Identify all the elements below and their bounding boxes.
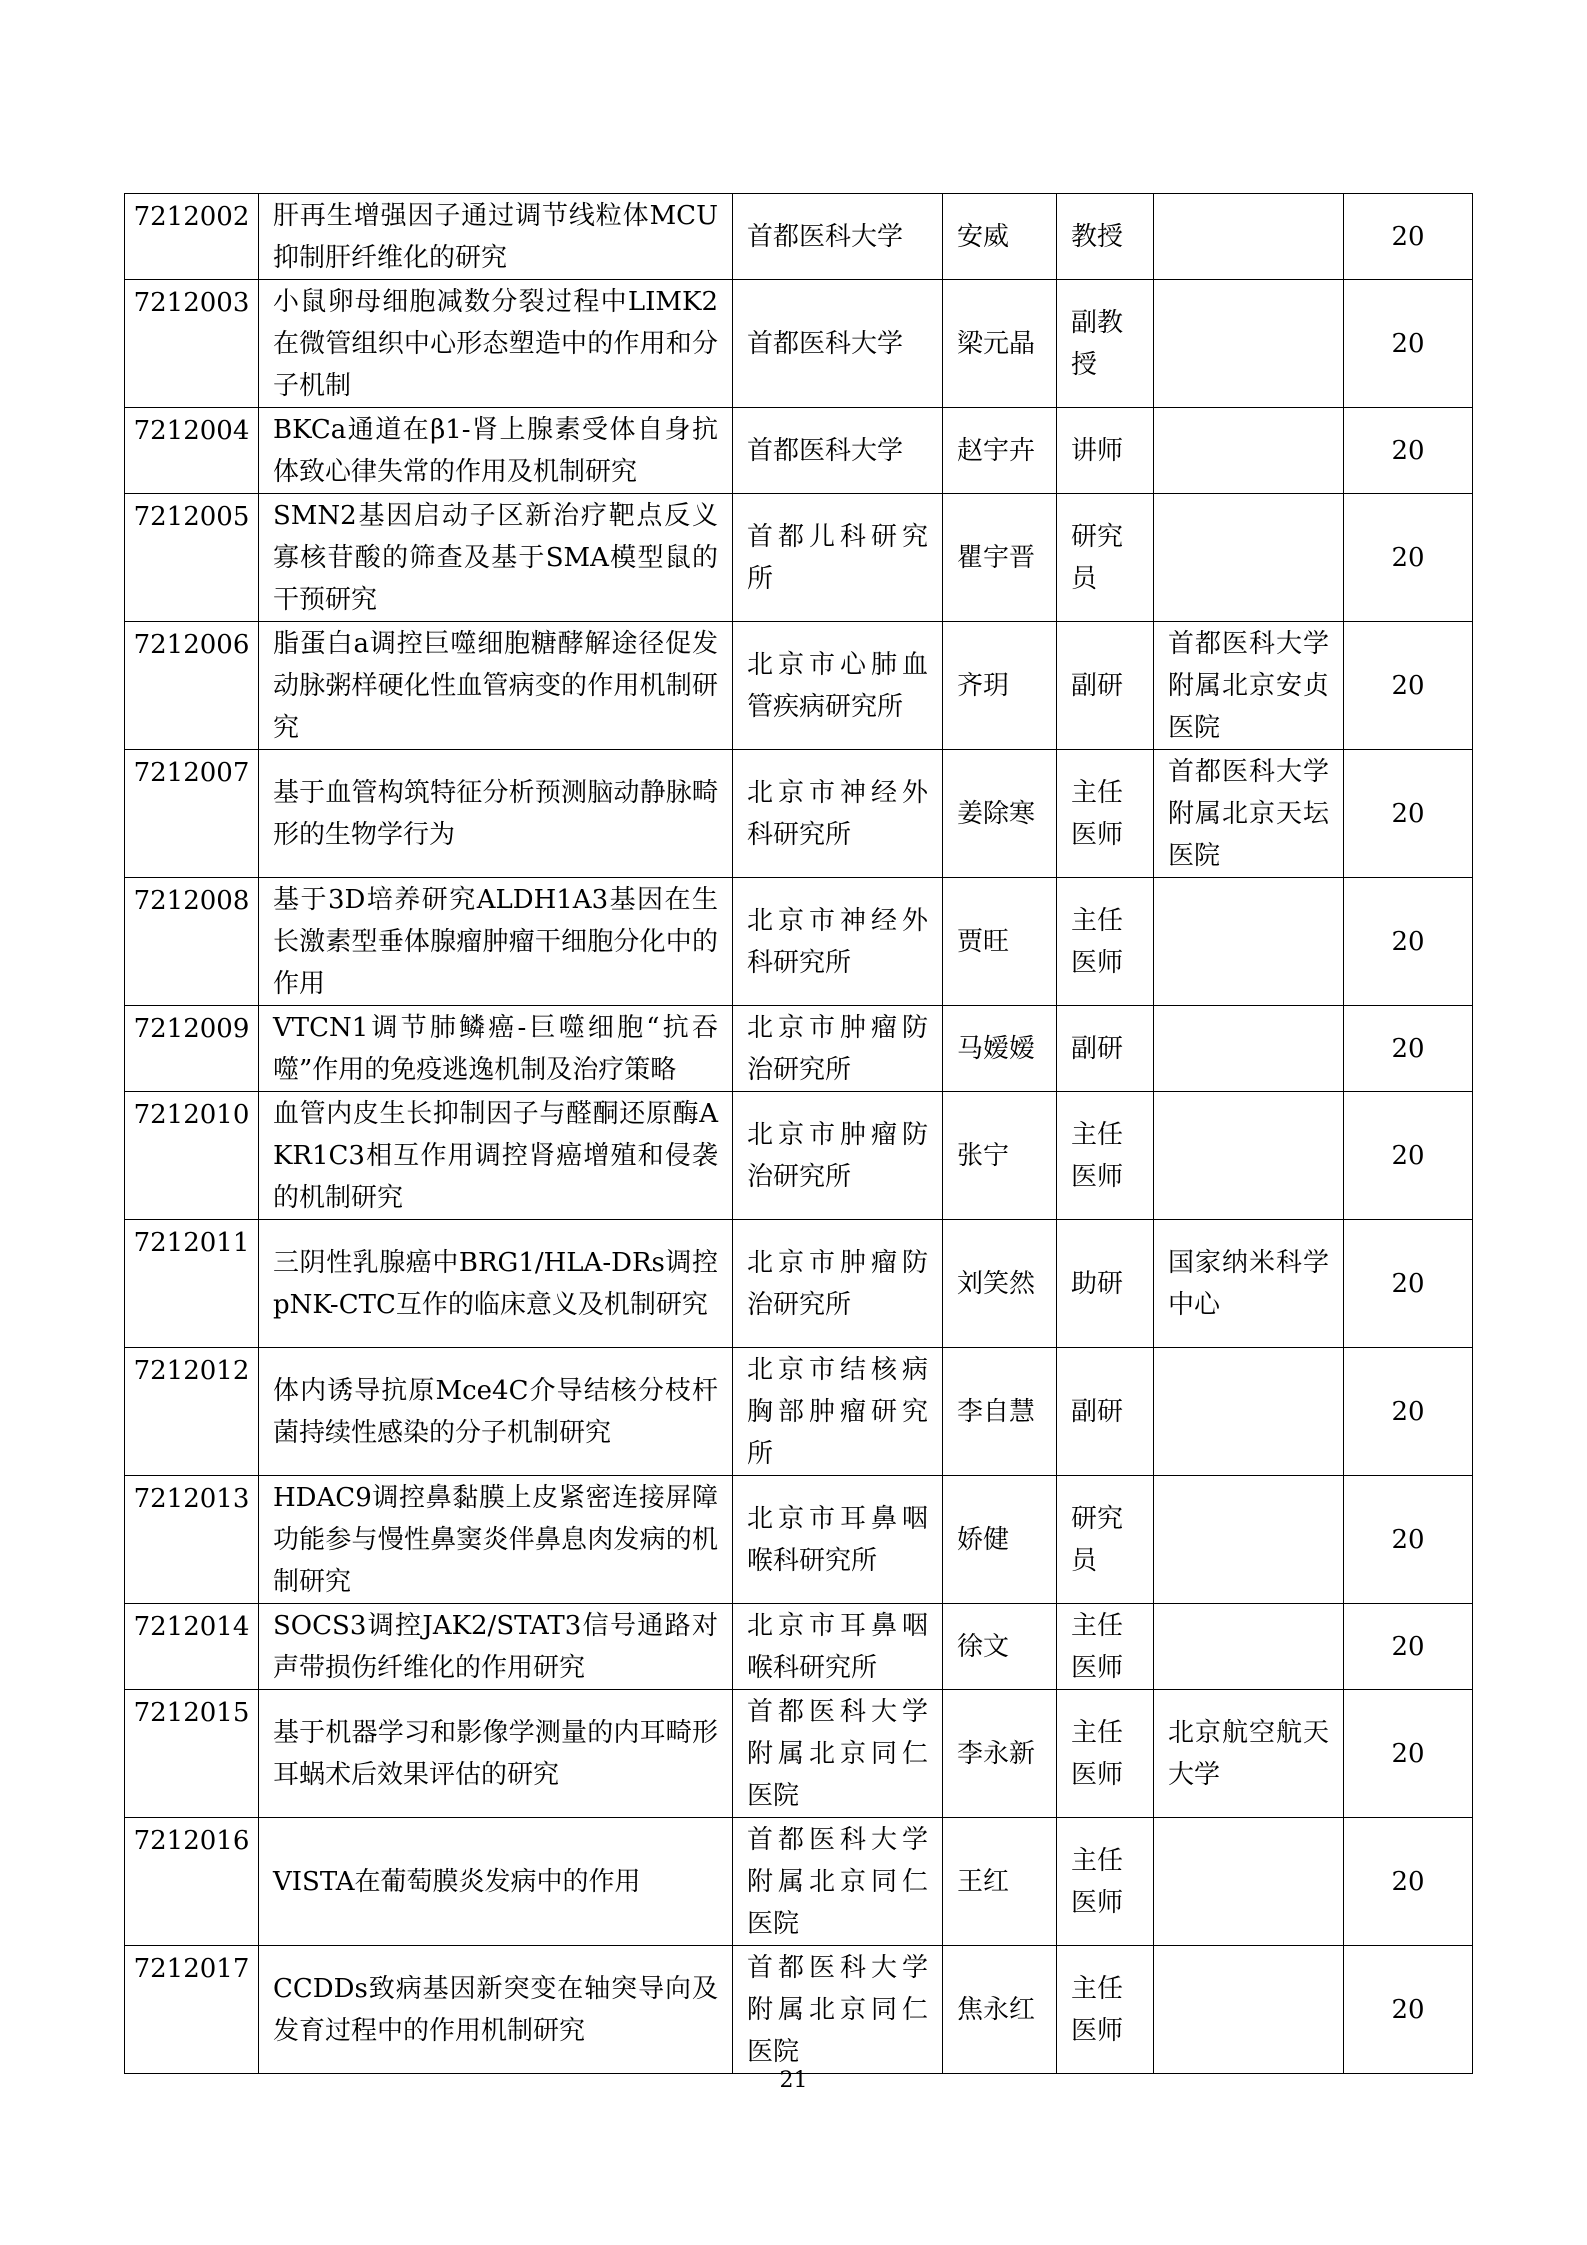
project-title: VISTA在葡萄膜炎发病中的作用: [259, 1818, 733, 1946]
table-row: [125, 194, 1473, 280]
funding-amount: 20: [1344, 494, 1473, 622]
job-title: 主任医师: [1057, 1604, 1154, 1690]
table-row: [125, 1946, 1473, 2074]
funding-amount: 20: [1344, 194, 1473, 280]
project-code: 7212007: [125, 750, 259, 878]
project-code: 7212012: [125, 1348, 259, 1476]
project-title: 三阴性乳腺癌中BRG1/HLA-DRs调控pNK-CTC互作的临床意义及机制研究: [259, 1220, 733, 1348]
job-title: 副教授: [1057, 280, 1154, 408]
project-title: VTCN1调节肺鳞癌-巨噬细胞“抗吞噬”作用的免疫逃逸机制及治疗策略: [259, 1006, 733, 1092]
job-title: 主任医师: [1057, 1092, 1154, 1220]
principal-investigator: 瞿宇晋: [943, 494, 1057, 622]
table-row: [125, 1604, 1473, 1690]
table-row: [125, 280, 1473, 408]
funding-amount: 20: [1344, 280, 1473, 408]
job-title: 讲师: [1057, 408, 1154, 494]
funding-amount: 20: [1344, 1604, 1473, 1690]
principal-investigator: 马嫒嫒: [943, 1006, 1057, 1092]
host-institution: 首都医科大学附属北京同仁医院: [733, 1690, 943, 1818]
page-number: 21: [779, 2068, 808, 2093]
job-title: 教授: [1057, 194, 1154, 280]
partner-institution: [1154, 1818, 1344, 1946]
job-title: 主任医师: [1057, 1946, 1154, 2074]
principal-investigator: 齐玥: [943, 622, 1057, 750]
job-title: 副研: [1057, 1348, 1154, 1476]
funding-amount: 20: [1344, 1348, 1473, 1476]
job-title: 副研: [1057, 622, 1154, 750]
partner-institution: [1154, 1476, 1344, 1604]
project-code: 7212016: [125, 1818, 259, 1946]
partner-institution: 首都医科大学附属北京天坛医院: [1154, 750, 1344, 878]
host-institution: 北京市神经外科研究所: [733, 750, 943, 878]
host-institution: 首都医科大学附属北京同仁医院: [733, 1946, 943, 2074]
partner-institution: [1154, 1348, 1344, 1476]
project-title: SMN2基因启动子区新治疗靶点反义寡核苷酸的筛查及基于SMA模型鼠的干预研究: [259, 494, 733, 622]
project-code: 7212017: [125, 1946, 259, 2074]
host-institution: 首都儿科研究所: [733, 494, 943, 622]
project-code: 7212002: [125, 194, 259, 280]
project-code: 7212004: [125, 408, 259, 494]
project-title: HDAC9调控鼻黏膜上皮紧密连接屏障功能参与慢性鼻窦炎伴鼻息肉发病的机制研究: [259, 1476, 733, 1604]
principal-investigator: 安威: [943, 194, 1057, 280]
table-row: [125, 1818, 1473, 1946]
partner-institution: [1154, 494, 1344, 622]
funding-amount: 20: [1344, 622, 1473, 750]
project-code: 7212008: [125, 878, 259, 1006]
funding-amount: 20: [1344, 1220, 1473, 1348]
host-institution: 北京市肿瘤防治研究所: [733, 1220, 943, 1348]
table-row: [125, 494, 1473, 622]
project-title: BKCa通道在β1-肾上腺素受体自身抗体致心律失常的作用及机制研究: [259, 408, 733, 494]
table-row: [125, 1476, 1473, 1604]
funding-amount: 20: [1344, 408, 1473, 494]
table-row: [125, 878, 1473, 1006]
principal-investigator: 王红: [943, 1818, 1057, 1946]
principal-investigator: 赵宇卉: [943, 408, 1057, 494]
job-title: 主任医师: [1057, 750, 1154, 878]
funding-amount: 20: [1344, 1092, 1473, 1220]
project-title: 血管内皮生长抑制因子与醛酮还原酶AKR1C3相互作用调控肾癌增殖和侵袭的机制研究: [259, 1092, 733, 1220]
project-code: 7212003: [125, 280, 259, 408]
partner-institution: 首都医科大学附属北京安贞医院: [1154, 622, 1344, 750]
partner-institution: [1154, 1006, 1344, 1092]
table-row: [125, 1348, 1473, 1476]
job-title: 主任医师: [1057, 1818, 1154, 1946]
funding-amount: 20: [1344, 1946, 1473, 2074]
host-institution: 北京市肿瘤防治研究所: [733, 1006, 943, 1092]
project-title: SOCS3调控JAK2/STAT3信号通路对声带损伤纤维化的作用研究: [259, 1604, 733, 1690]
project-title: CCDDs致病基因新突变在轴突导向及发育过程中的作用机制研究: [259, 1946, 733, 2074]
project-code: 7212015: [125, 1690, 259, 1818]
partner-institution: [1154, 280, 1344, 408]
project-code: 7212005: [125, 494, 259, 622]
principal-investigator: 李自慧: [943, 1348, 1057, 1476]
principal-investigator: 徐文: [943, 1604, 1057, 1690]
principal-investigator: 姜除寒: [943, 750, 1057, 878]
project-title: 体内诱导抗原Mce4C介导结核分枝杆菌持续性感染的分子机制研究: [259, 1348, 733, 1476]
job-title: 研究员: [1057, 1476, 1154, 1604]
table-row: [125, 1690, 1473, 1818]
host-institution: 北京市心肺血管疾病研究所: [733, 622, 943, 750]
job-title: 研究员: [1057, 494, 1154, 622]
principal-investigator: 娇健: [943, 1476, 1057, 1604]
host-institution: 北京市耳鼻咽喉科研究所: [733, 1604, 943, 1690]
partner-institution: [1154, 194, 1344, 280]
funding-amount: 20: [1344, 1476, 1473, 1604]
project-code: 7212009: [125, 1006, 259, 1092]
table-row: [125, 1092, 1473, 1220]
project-code: 7212013: [125, 1476, 259, 1604]
job-title: 主任医师: [1057, 1690, 1154, 1818]
principal-investigator: 梁元晶: [943, 280, 1057, 408]
funding-amount: 20: [1344, 1818, 1473, 1946]
funding-amount: 20: [1344, 1006, 1473, 1092]
table-row: [125, 622, 1473, 750]
host-institution: 首都医科大学: [733, 280, 943, 408]
job-title: 主任医师: [1057, 878, 1154, 1006]
partner-institution: 国家纳米科学中心: [1154, 1220, 1344, 1348]
table-row: [125, 750, 1473, 878]
funding-amount: 20: [1344, 878, 1473, 1006]
funding-amount: 20: [1344, 750, 1473, 878]
project-code: 7212006: [125, 622, 259, 750]
partner-institution: [1154, 1604, 1344, 1690]
project-code: 7212010: [125, 1092, 259, 1220]
principal-investigator: 张宁: [943, 1092, 1057, 1220]
job-title: 副研: [1057, 1006, 1154, 1092]
project-title: 基于3D培养研究ALDH1A3基因在生长激素型垂体腺瘤肿瘤干细胞分化中的作用: [259, 878, 733, 1006]
host-institution: 北京市结核病胸部肿瘤研究所: [733, 1348, 943, 1476]
table-row: [125, 1006, 1473, 1092]
partner-institution: [1154, 1092, 1344, 1220]
funding-amount: 20: [1344, 1690, 1473, 1818]
project-title: 基于机器学习和影像学测量的内耳畸形耳蜗术后效果评估的研究: [259, 1690, 733, 1818]
host-institution: 首都医科大学附属北京同仁医院: [733, 1818, 943, 1946]
project-table: [124, 193, 1473, 2074]
principal-investigator: 焦永红: [943, 1946, 1057, 2074]
project-title: 小鼠卵母细胞减数分裂过程中LIMK2在微管组织中心形态塑造中的作用和分子机制: [259, 280, 733, 408]
host-institution: 首都医科大学: [733, 194, 943, 280]
principal-investigator: 李永新: [943, 1690, 1057, 1818]
project-title: 肝再生增强因子通过调节线粒体MCU抑制肝纤维化的研究: [259, 194, 733, 280]
partner-institution: 北京航空航天大学: [1154, 1690, 1344, 1818]
table-row: [125, 408, 1473, 494]
partner-institution: [1154, 1946, 1344, 2074]
project-code: 7212014: [125, 1604, 259, 1690]
host-institution: 北京市肿瘤防治研究所: [733, 1092, 943, 1220]
project-title: 基于血管构筑特征分析预测脑动静脉畸形的生物学行为: [259, 750, 733, 878]
job-title: 助研: [1057, 1220, 1154, 1348]
host-institution: 首都医科大学: [733, 408, 943, 494]
host-institution: 北京市耳鼻咽喉科研究所: [733, 1476, 943, 1604]
partner-institution: [1154, 878, 1344, 1006]
principal-investigator: 刘笑然: [943, 1220, 1057, 1348]
project-title: 脂蛋白a调控巨噬细胞糖酵解途径促发动脉粥样硬化性血管病变的作用机制研究: [259, 622, 733, 750]
host-institution: 北京市神经外科研究所: [733, 878, 943, 1006]
table-row: [125, 1220, 1473, 1348]
principal-investigator: 贾旺: [943, 878, 1057, 1006]
project-code: 7212011: [125, 1220, 259, 1348]
partner-institution: [1154, 408, 1344, 494]
